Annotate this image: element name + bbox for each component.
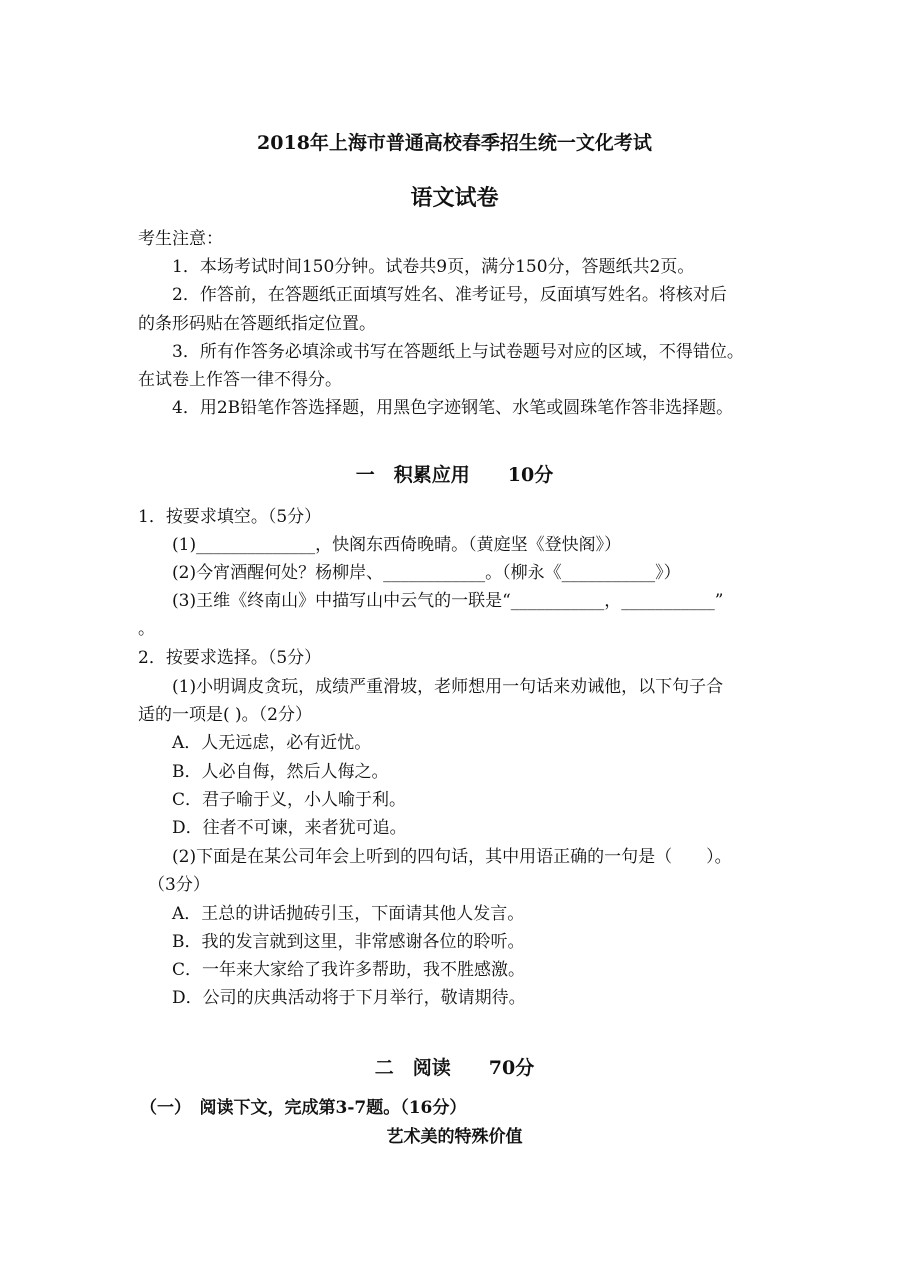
question-1-part-1: (1)______________，快阁东西倚晚晴。（黄庭坚《登快阁》）: [172, 535, 622, 555]
question-2-part-1-option-d: D．往者不可谏，来者犹可追。: [172, 818, 407, 838]
question-2-stem: 2．按要求选择。（5分）: [138, 648, 322, 668]
notice-item-3-line-1: 3．所有作答务必填涂或书写在答题纸上与试卷题号对应的区域，不得错位。: [172, 342, 744, 362]
notice-item-4: 4．用2B铅笔作答选择题，用黑色字迹钢笔、水笔或圆珠笔作答非选择题。: [172, 398, 734, 418]
question-1-part-3-line-2: 。: [138, 619, 155, 639]
question-2-part-2-option-a: A．王总的讲话抛砖引玉，下面请其他人发言。: [172, 904, 525, 924]
question-2-part-1-option-a: A．人无远虑，必有近忧。: [172, 733, 372, 753]
question-2-part-2-line-2: （3分）: [148, 875, 210, 895]
notice-heading: 考生注意：: [138, 229, 223, 249]
article-title: 艺术美的特殊价值: [386, 1127, 523, 1147]
question-2-part-1-option-b: B．人必自侮，然后人侮之。: [172, 762, 389, 782]
section-1-title: 一 积累应用 10分: [355, 464, 554, 486]
reading-part-1-heading: （一） 阅读下文，完成第3-7题。（16分）: [140, 1098, 467, 1118]
question-2-part-1-line-1: (1)小明调皮贪玩，成绩严重滑坡，老师想用一句话来劝诫他，以下句子合: [172, 677, 724, 697]
notice-item-1: 1．本场考试时间150分钟。试卷共9页，满分150分，答题纸共2页。: [172, 257, 695, 277]
question-2-part-2-option-c: C．一年来大家给了我许多帮助，我不胜感激。: [172, 960, 526, 980]
notice-item-2-line-1: 2．作答前，在答题纸正面填写姓名、准考证号，反面填写姓名。将核对后: [172, 285, 727, 305]
question-2-part-2-option-d: D．公司的庆典活动将于下月举行，敬请期待。: [172, 988, 526, 1008]
question-2-part-2-line-1: (2)下面是在某公司年会上听到的四句话，其中用语正确的一句是（ ）。: [172, 847, 732, 867]
section-2-title: 二 阅读 70分: [374, 1057, 535, 1079]
question-1-part-2: (2)今宵酒醒何处？杨柳岸、____________。（柳永《___________》）: [172, 563, 681, 583]
notice-item-3-line-2: 在试卷上作答一律不得分。: [138, 370, 342, 390]
question-2-part-2-option-b: B．我的发言就到这里，非常感谢各位的聆听。: [172, 932, 525, 952]
question-1-stem: 1．按要求填空。（5分）: [138, 507, 322, 527]
notice-item-2-line-2: 的条形码贴在答题纸指定位置。: [138, 314, 376, 334]
question-2-part-1-option-c: C．君子喻于义，小人喻于利。: [172, 790, 407, 810]
question-2-part-1-line-2: 适的一项是( )。（2分）: [138, 705, 312, 725]
exam-title: 2018年上海市普通高校春季招生统一文化考试: [257, 132, 652, 154]
paper-title: 语文试卷: [410, 185, 499, 211]
question-1-part-3-line-1: (3)王维《终南山》中描写山中云气的一联是“___________，___________”: [172, 591, 724, 611]
